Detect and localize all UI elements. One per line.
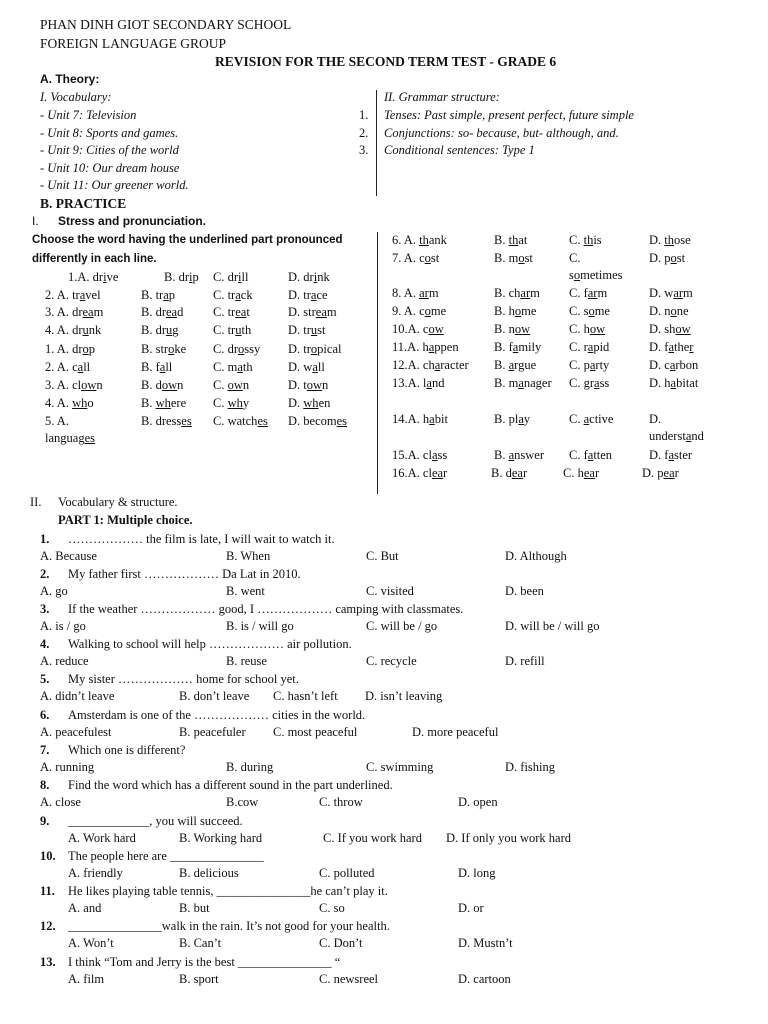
pron-row: B. down	[141, 378, 184, 392]
answer-option: C. If you work hard	[323, 831, 422, 845]
answer-option: D. cartoon	[458, 972, 511, 986]
instruction-line: Choose the word having the underlined part pronounced	[32, 234, 343, 246]
pron-row: D. becomes	[288, 414, 348, 428]
pron-row: D. trust	[288, 323, 326, 337]
answer-option: B. don’t leave	[179, 689, 250, 703]
question-number: 11.	[40, 884, 55, 898]
question-number: 12.	[40, 919, 56, 933]
answer-option: B. When	[226, 549, 271, 563]
answer-option: B. peacefuler	[179, 725, 246, 739]
pron-row: B. play	[494, 412, 531, 426]
part-heading: PART 1: Multiple choice.	[58, 513, 193, 527]
question-number: 1.	[40, 532, 50, 546]
pron-row: D. none	[649, 304, 689, 318]
stress-num: I.	[32, 214, 39, 228]
answer-option: A. is / go	[40, 619, 86, 633]
answer-option: C. But	[366, 549, 399, 563]
pron-row: B. drug	[141, 323, 179, 337]
vocab-item: - Unit 8: Sports and games.	[40, 126, 179, 140]
answer-option: A. film	[68, 972, 105, 986]
grammar-num: 1.	[359, 108, 369, 122]
pron-row: D. carbon	[649, 358, 699, 372]
pron-row: B. dread	[141, 305, 184, 319]
pron-row: 14.A. habit	[392, 412, 448, 426]
question-text: Which one is different?	[68, 743, 186, 757]
pron-row: 9. A. come	[392, 304, 447, 318]
question-text: He likes playing table tennis, _______________he can’t play it.	[68, 884, 388, 898]
question-text: My father first ……………… Da Lat in 2010.	[68, 567, 301, 581]
pron-row: B. that	[494, 233, 528, 247]
question-number: 13.	[40, 955, 56, 969]
question-number: 3.	[40, 602, 50, 616]
pron-row: 2. A. call	[45, 360, 91, 374]
pron-row: C. rapid	[569, 340, 610, 354]
pron-row: D. post	[649, 251, 686, 265]
answer-option: D. open	[458, 795, 498, 809]
grammar-num: 2.	[359, 126, 369, 140]
pron-row: C. watches	[213, 414, 268, 428]
grammar-num: 3.	[359, 143, 369, 157]
pron-row: D. tropical	[288, 342, 342, 356]
section-num: II.	[30, 495, 42, 509]
pron-row: C. party	[569, 358, 610, 372]
pron-row: B. drip	[164, 270, 199, 284]
answer-option: B. reuse	[226, 654, 267, 668]
pron-row: D. habitat	[649, 376, 699, 390]
pron-row: 10.A. cow	[392, 322, 444, 336]
question-number: 10.	[40, 849, 56, 863]
stress-heading: Stress and pronunciation.	[58, 214, 207, 228]
grammar-heading: II. Grammar structure:	[384, 90, 500, 104]
answer-option: B. but	[179, 901, 210, 915]
pron-row: D. pear	[642, 466, 679, 480]
pron-row: C.	[569, 251, 581, 265]
question-text: My sister ……………… home for school yet.	[68, 672, 299, 686]
answer-option: C. so	[319, 901, 345, 915]
pron-row: B. stroke	[141, 342, 187, 356]
theory-heading: A. Theory:	[40, 72, 100, 86]
pron-row: B. dresses	[141, 414, 192, 428]
answer-option: D. If only you work hard	[446, 831, 571, 845]
answer-option: C. polluted	[319, 866, 375, 880]
pron-row: 1.A. drive	[68, 270, 119, 284]
question-text: If the weather ……………… good, I ……………… camping with classmates.	[68, 602, 464, 616]
question-text: Amsterdam is one of the ……………… cities in the world.	[68, 708, 366, 722]
answer-option: C. throw	[319, 795, 363, 809]
answer-option: B. Working hard	[179, 831, 263, 845]
pron-row: B. dear	[491, 466, 528, 480]
pron-row: C. track	[213, 288, 253, 302]
pron-row: C. own	[213, 378, 250, 392]
pron-row: D.	[649, 412, 662, 426]
pron-row: 4. A. drunk	[45, 323, 102, 337]
pron-row: 3. A. dream	[45, 305, 104, 319]
answer-option: D. or	[458, 901, 484, 915]
pron-row: C. fatten	[569, 448, 613, 462]
answer-option: A. friendly	[68, 866, 123, 880]
practice-divider	[377, 232, 378, 494]
grammar-item: Conditional sentences: Type 1	[384, 143, 535, 157]
pron-row: 6. A. thank	[392, 233, 447, 247]
pron-row: sometimes	[569, 268, 623, 282]
question-number: 5.	[40, 672, 50, 686]
pron-row: C. how	[569, 322, 606, 336]
answer-option: D. fishing	[505, 760, 555, 774]
answer-option: C. newsreel	[319, 972, 379, 986]
pron-row: B. manager	[494, 376, 552, 390]
pron-row: D. faster	[649, 448, 693, 462]
answer-option: D. been	[505, 584, 544, 598]
answer-option: B. Can’t	[179, 936, 222, 950]
pron-row: C. drill	[213, 270, 249, 284]
pron-row: 2. A. travel	[45, 288, 101, 302]
grammar-item: Tenses: Past simple, present perfect, future simple	[384, 108, 634, 122]
pron-row: B. answer	[494, 448, 545, 462]
pron-row: D. wall	[288, 360, 325, 374]
question-text: _____________, you will succeed.	[68, 814, 243, 828]
vocab-item: - Unit 7: Television	[40, 108, 137, 122]
pron-row: 12.A. character	[392, 358, 469, 372]
pron-row: 15.A. class	[392, 448, 448, 462]
pron-row: languages	[45, 431, 95, 445]
vocab-heading: I. Vocabulary:	[40, 90, 112, 104]
answer-option: B.cow	[226, 795, 259, 809]
answer-option: D. refill	[505, 654, 545, 668]
answer-option: B. during	[226, 760, 274, 774]
pron-row: D. stream	[288, 305, 337, 319]
pron-row: B. fall	[141, 360, 173, 374]
question-number: 2.	[40, 567, 50, 581]
pron-row: D. show	[649, 322, 691, 336]
pron-row: 8. A. arm	[392, 286, 439, 300]
vocab-item: - Unit 10: Our dream house	[40, 161, 180, 175]
pron-row: 16.A. clear	[392, 466, 448, 480]
theory-divider	[376, 90, 377, 196]
pron-row: understand	[649, 429, 704, 443]
question-number: 9.	[40, 814, 50, 828]
pron-row: B. family	[494, 340, 542, 354]
pron-row: 13.A. land	[392, 376, 445, 390]
answer-option: A. Because	[40, 549, 97, 563]
answer-option: A. and	[68, 901, 102, 915]
pron-row: D. trace	[288, 288, 328, 302]
pron-row: B. charm	[494, 286, 540, 300]
pron-row: 3. A. clown	[45, 378, 103, 392]
answer-option: B. delicious	[179, 866, 239, 880]
pron-row: 11.A. happen	[392, 340, 459, 354]
pron-row: D. warm	[649, 286, 693, 300]
question-number: 7.	[40, 743, 50, 757]
pron-row: B. home	[494, 304, 537, 318]
group-name: FOREIGN LANGUAGE GROUP	[40, 36, 227, 51]
answer-option: A. go	[40, 584, 68, 598]
answer-option: C. will be / go	[366, 619, 438, 633]
pron-row: C. truth	[213, 323, 252, 337]
pron-row: C. grass	[569, 376, 610, 390]
answer-option: C. hasn’t left	[273, 689, 338, 703]
pron-row: 7. A. cost	[392, 251, 440, 265]
question-number: 8.	[40, 778, 50, 792]
pron-row: B. now	[494, 322, 531, 336]
pron-row: C. why	[213, 396, 250, 410]
page-title: REVISION FOR THE SECOND TERM TEST - GRADE 6	[215, 54, 557, 69]
school-name: PHAN DINH GIOT SECONDARY SCHOOL	[40, 17, 292, 32]
pron-row: C. math	[213, 360, 253, 374]
answer-option: A. Work hard	[68, 831, 136, 845]
answer-option: D. Although	[505, 549, 567, 563]
question-number: 4.	[40, 637, 50, 651]
answer-option: C. most peaceful	[273, 725, 358, 739]
question-text: ……………… the film is late, I will wait to watch it.	[68, 532, 335, 546]
pron-row: B. trap	[141, 288, 176, 302]
answer-option: A. Won’t	[68, 936, 114, 950]
pron-row: D. drink	[288, 270, 330, 284]
question-text: I think “Tom and Jerry is the best _______________ “	[68, 955, 341, 969]
pron-row: B. argue	[494, 358, 537, 372]
instruction-line: differently in each line.	[32, 253, 157, 265]
pron-row: D. those	[649, 233, 691, 247]
answer-option: C. visited	[366, 584, 414, 598]
vocab-item: - Unit 9: Cities of the world	[40, 143, 179, 157]
answer-option: A. peacefulest	[40, 725, 112, 739]
question-text: _______________walk in the rain. It’s not good for your health.	[68, 919, 390, 933]
answer-option: C. recycle	[366, 654, 417, 668]
question-text: Walking to school will help ……………… air pollution.	[68, 637, 352, 651]
question-text: Find the word which has a different sound in the part underlined.	[68, 778, 393, 792]
answer-option: A. running	[40, 760, 95, 774]
question-text: The people here are _______________	[68, 849, 264, 863]
pron-row: 1. A. drop	[45, 342, 95, 356]
pron-row: C. drossy	[213, 342, 261, 356]
pron-row: C. treat	[213, 305, 250, 319]
answer-option: C. Don’t	[319, 936, 363, 950]
question-number: 6.	[40, 708, 50, 722]
pron-row: D. father	[649, 340, 694, 354]
grammar-item: Conjunctions: so- because, but- although, and.	[384, 126, 619, 140]
pron-row: C. active	[569, 412, 614, 426]
answer-option: C. swimming	[366, 760, 434, 774]
answer-option: B. is / will go	[226, 619, 294, 633]
pron-row: D. when	[288, 396, 331, 410]
answer-option: A. close	[40, 795, 81, 809]
answer-option: D. isn’t leaving	[365, 689, 443, 703]
pron-row: C. hear	[563, 466, 600, 480]
pron-row: 5. A.	[45, 414, 69, 428]
pron-row: B. where	[141, 396, 187, 410]
pron-row: C. some	[569, 304, 610, 318]
practice-heading: B. PRACTICE	[40, 196, 127, 211]
answer-option: A. didn’t leave	[40, 689, 115, 703]
answer-option: A. reduce	[40, 654, 89, 668]
answer-option: D. more peaceful	[412, 725, 499, 739]
pron-row: 4. A. who	[45, 396, 94, 410]
answer-option: B. sport	[179, 972, 219, 986]
answer-option: D. Mustn’t	[458, 936, 513, 950]
pron-row: B. most	[494, 251, 533, 265]
answer-option: D. long	[458, 866, 496, 880]
vocab-item: - Unit 11: Our greener world.	[40, 178, 189, 192]
section-heading: Vocabulary & structure.	[58, 495, 178, 509]
pron-row: D. town	[288, 378, 329, 392]
pron-row: C. this	[569, 233, 602, 247]
pron-row: C. farm	[569, 286, 608, 300]
answer-option: D. will be / will go	[505, 619, 600, 633]
answer-option: B. went	[226, 584, 265, 598]
